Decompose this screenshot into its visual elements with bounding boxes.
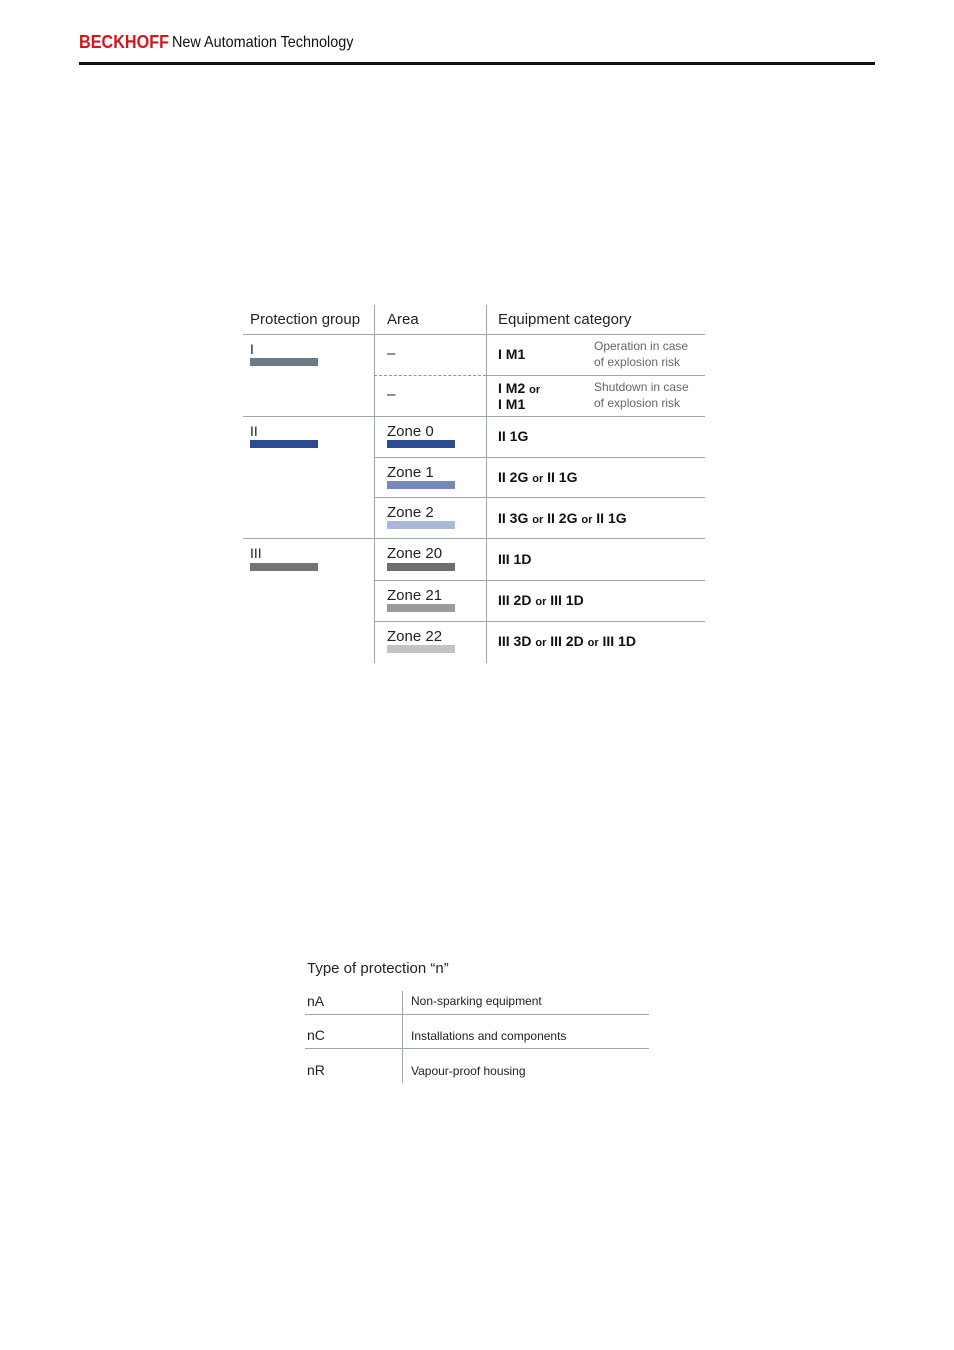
equipment-category: I M2 or xyxy=(498,380,541,396)
group-divider xyxy=(243,538,705,539)
divider-vertical xyxy=(402,991,403,1083)
category-note: Operation in case xyxy=(594,339,689,353)
row-divider xyxy=(305,1014,649,1015)
zone-label: Zone 22 xyxy=(387,628,443,645)
divider-vertical xyxy=(486,305,487,663)
zone-color-bar xyxy=(387,645,455,653)
protection-description: Vapour-proof housing xyxy=(411,1064,526,1078)
equipment-category: I M1 xyxy=(498,396,526,412)
equipment-category: II 3G or II 2G or II 1G xyxy=(498,510,627,526)
zone-label: Zone 0 xyxy=(387,423,434,440)
row-divider xyxy=(374,621,705,622)
header-protection-group: Protection group xyxy=(250,311,361,328)
equipment-category: II 1G xyxy=(498,428,529,444)
group-label: I xyxy=(250,341,254,357)
header-rule xyxy=(79,62,875,65)
zone-color-bar xyxy=(387,563,455,571)
area-value: – xyxy=(387,345,396,362)
protection-code: nC xyxy=(307,1027,325,1043)
equipment-category: III 3D or III 2D or III 1D xyxy=(498,633,636,649)
protection-description: Non-sparking equipment xyxy=(411,994,542,1008)
header-area: Area xyxy=(387,311,419,328)
zone-color-bar xyxy=(387,440,455,448)
group-color-bar xyxy=(250,358,318,366)
protection-description: Installations and components xyxy=(411,1029,567,1043)
zone-color-bar xyxy=(387,481,455,489)
equipment-category: II 2G or II 1G xyxy=(498,469,578,485)
brand-tagline: New Automation Technology xyxy=(172,34,354,51)
row-divider xyxy=(374,497,705,498)
row-divider xyxy=(374,580,705,581)
zone-label: Zone 21 xyxy=(387,587,443,604)
protection-code: nA xyxy=(307,993,325,1009)
zone-label: Zone 20 xyxy=(387,545,443,562)
zone-label: Zone 1 xyxy=(387,464,434,481)
page-header xyxy=(79,30,875,66)
protection-code: nR xyxy=(307,1062,325,1078)
category-note: Shutdown in case xyxy=(594,380,689,394)
zone-color-bar xyxy=(387,521,455,529)
group-divider xyxy=(243,416,705,417)
row-divider xyxy=(486,375,705,376)
group-label: III xyxy=(250,545,262,561)
group-color-bar xyxy=(250,440,318,448)
table-title: Type of protection “n” xyxy=(307,960,449,977)
group-label: II xyxy=(250,423,258,439)
protection-group-table xyxy=(243,305,705,663)
zone-color-bar xyxy=(387,604,455,612)
brand-logo: BECKHOFF xyxy=(79,32,169,52)
zone-label: Zone 2 xyxy=(387,504,434,521)
equipment-category: III 1D xyxy=(498,551,532,567)
category-note: of explosion risk xyxy=(594,396,681,410)
row-divider xyxy=(374,457,705,458)
area-value: – xyxy=(387,386,396,403)
row-divider xyxy=(305,1048,649,1049)
header-divider xyxy=(243,334,705,335)
equipment-category: I M1 xyxy=(498,346,526,362)
category-note: of explosion risk xyxy=(594,355,681,369)
dashed-divider xyxy=(374,375,486,376)
group-color-bar xyxy=(250,563,318,571)
equipment-category: III 2D or III 1D xyxy=(498,592,584,608)
protection-type-n-table xyxy=(305,955,650,1085)
divider-vertical xyxy=(374,305,375,663)
header-equipment-category: Equipment category xyxy=(498,311,632,328)
